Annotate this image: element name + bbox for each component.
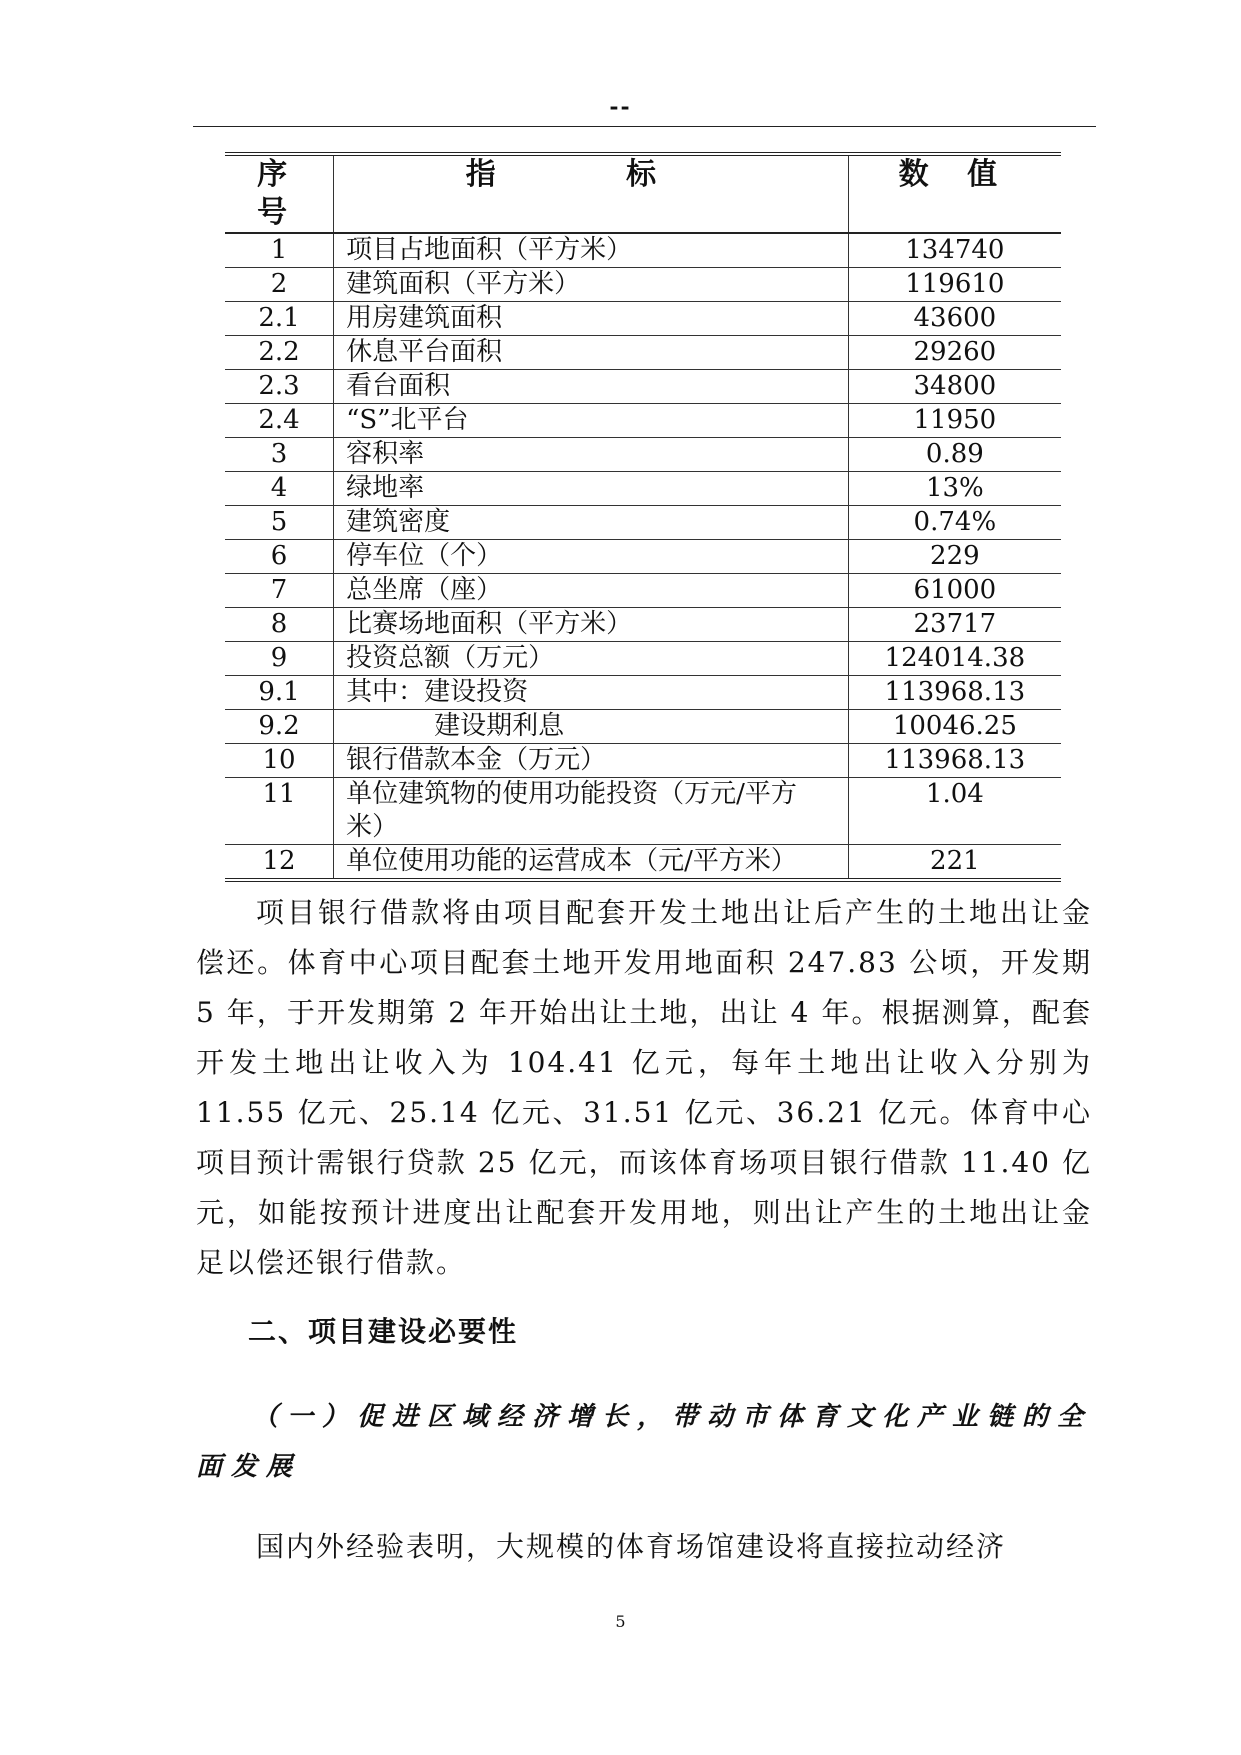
row-value: 10046.25 bbox=[848, 710, 1061, 744]
row-value: 0.74% bbox=[848, 506, 1061, 540]
row-indicator: 投资总额（万元） bbox=[334, 642, 849, 676]
header-rule bbox=[193, 126, 1096, 127]
row-value: 124014.38 bbox=[848, 642, 1061, 676]
table-row bbox=[225, 302, 1061, 336]
header-value: 数 值 bbox=[898, 157, 1012, 192]
row-indicator: 休息平台面积 bbox=[334, 336, 849, 370]
row-indicator: 建筑面积（平方米） bbox=[334, 268, 849, 302]
page-number: 5 bbox=[615, 1612, 626, 1631]
row-indicator: 停车位（个） bbox=[334, 540, 849, 574]
table-row bbox=[225, 404, 1061, 438]
row-value: 23717 bbox=[848, 608, 1061, 642]
row-indicator: 建设期利息 bbox=[334, 710, 849, 744]
row-serial: 2.2 bbox=[225, 336, 334, 370]
section-heading: 二、项目建设必要性 bbox=[248, 1315, 519, 1348]
table-row bbox=[225, 710, 1061, 744]
row-serial: 2 bbox=[225, 268, 334, 302]
row-indicator: 容积率 bbox=[334, 438, 849, 472]
row-serial: 2.3 bbox=[225, 370, 334, 404]
body-paragraph-repayment bbox=[196, 888, 1092, 1288]
row-value: 113968.13 bbox=[848, 744, 1061, 778]
row-serial: 2.1 bbox=[225, 302, 334, 336]
table-row bbox=[225, 744, 1061, 778]
row-serial: 9.2 bbox=[225, 710, 334, 744]
indicator-table bbox=[225, 152, 1061, 882]
table-row bbox=[225, 268, 1061, 302]
row-serial: 9.1 bbox=[225, 676, 334, 710]
header-indicator: 指 标 bbox=[334, 154, 849, 233]
table-row bbox=[225, 608, 1061, 642]
row-serial: 7 bbox=[225, 574, 334, 608]
table-row bbox=[225, 845, 1061, 881]
body-paragraph-experience bbox=[196, 1522, 1092, 1572]
row-serial: 9 bbox=[225, 642, 334, 676]
table-row bbox=[225, 778, 1061, 845]
row-value: 134740 bbox=[848, 233, 1061, 268]
row-serial: 10 bbox=[225, 744, 334, 778]
row-serial: 11 bbox=[225, 778, 334, 845]
table-row bbox=[225, 233, 1061, 268]
table-header-row bbox=[225, 154, 1061, 233]
table-row bbox=[225, 642, 1061, 676]
table-row bbox=[225, 438, 1061, 472]
row-serial: 6 bbox=[225, 540, 334, 574]
row-value: 11950 bbox=[848, 404, 1061, 438]
row-value: 43600 bbox=[848, 302, 1061, 336]
paragraph-text: 项目银行借款将由项目配套开发土地出让后产生的土地出让金偿还。体育中心项目配套土地开发用地面积 247.83 公顷，开发期 5 年，于开发期第 2 年开始出让土地，出让 4 年。根据测算，配套开发土地出让收入为 104.41 亿元，每年土地出让收入分别为 11.55 亿元、25.14 亿元、31.51 亿元、36.21 亿元。体育中心项目预计需银行贷款 25 亿元，而该体育场项目银行借款 11.40 亿元，如能按预计进度出让配套开发用地，则出让产生的土地出让金足以偿还银行借款。 bbox=[196, 896, 1092, 1279]
row-indicator: 银行借款本金（万元） bbox=[334, 744, 849, 778]
table-row bbox=[225, 574, 1061, 608]
row-indicator: 看台面积 bbox=[334, 370, 849, 404]
table-row bbox=[225, 370, 1061, 404]
row-value: 221 bbox=[848, 845, 1061, 881]
row-indicator: 单位使用功能的运营成本（元/平方米） bbox=[334, 845, 849, 881]
row-value: 229 bbox=[848, 540, 1061, 574]
row-value: 113968.13 bbox=[848, 676, 1061, 710]
row-indicator: 建筑密度 bbox=[334, 506, 849, 540]
row-value: 0.89 bbox=[848, 438, 1061, 472]
row-indicator: 单位建筑物的使用功能投资（万元/平方米） bbox=[334, 778, 849, 845]
row-value: 29260 bbox=[848, 336, 1061, 370]
row-value: 119610 bbox=[848, 268, 1061, 302]
row-indicator: 总坐席（座） bbox=[334, 574, 849, 608]
row-value: 61000 bbox=[848, 574, 1061, 608]
paragraph-text: 国内外经验表明，大规模的体育场馆建设将直接拉动经济 bbox=[256, 1530, 1007, 1563]
row-serial: 12 bbox=[225, 845, 334, 881]
table-row bbox=[225, 506, 1061, 540]
row-indicator: 其中：建设投资 bbox=[334, 676, 849, 710]
row-serial: 8 bbox=[225, 608, 334, 642]
subsection-heading-text: （一）促进区域经济增长，带动市体育文化产业链的全面发展 bbox=[196, 1402, 1093, 1482]
table-row bbox=[225, 540, 1061, 574]
row-indicator: 比赛场地面积（平方米） bbox=[334, 608, 849, 642]
row-serial: 5 bbox=[225, 506, 334, 540]
table-row bbox=[225, 676, 1061, 710]
header-mark: -- bbox=[609, 94, 632, 120]
row-indicator: 项目占地面积（平方米） bbox=[334, 233, 849, 268]
header-serial: 序 号 bbox=[225, 154, 334, 233]
row-value: 1.04 bbox=[848, 778, 1061, 845]
table-row bbox=[225, 472, 1061, 506]
row-serial: 4 bbox=[225, 472, 334, 506]
row-serial: 2.4 bbox=[225, 404, 334, 438]
subsection-heading bbox=[196, 1392, 1092, 1492]
row-indicator: 绿地率 bbox=[334, 472, 849, 506]
row-serial: 3 bbox=[225, 438, 334, 472]
row-value: 34800 bbox=[848, 370, 1061, 404]
row-indicator: 用房建筑面积 bbox=[334, 302, 849, 336]
row-value: 13% bbox=[848, 472, 1061, 506]
row-indicator: “S”北平台 bbox=[334, 404, 849, 438]
row-serial: 1 bbox=[225, 233, 334, 268]
table-row bbox=[225, 336, 1061, 370]
